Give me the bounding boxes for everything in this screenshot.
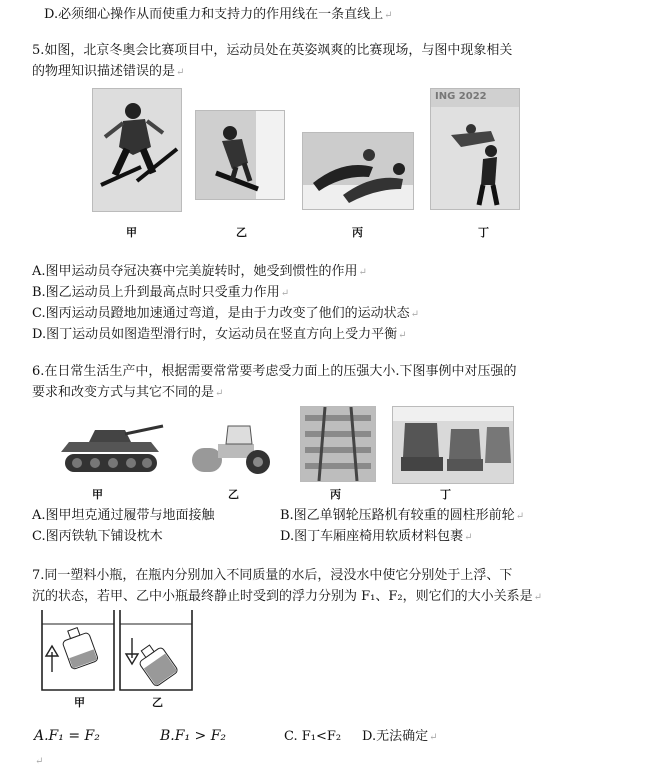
q7-caption-jia: 甲 [74,696,85,709]
photo-bing-speed-skaters [302,132,414,210]
q6-caption-bing: 丙 [330,488,341,501]
q6-option-c: C.图丙铁轨下铺设枕木 [32,529,163,544]
photo-ding-pair-skaters [430,88,520,210]
q6-option-a: A.图甲坦克通过履带与地面接触 [32,508,215,523]
photo-ding-train-seats [392,406,514,484]
q7-option-a: A.F₁ = F₂ [34,728,100,744]
q5-caption-ding: 丁 [478,226,489,239]
q7-option-b: B.F₁ > F₂ [160,728,227,744]
q5-caption-jia: 甲 [126,226,137,239]
q5-option-b: B.图乙运动员上升到最高点时只受重力作用↵ [32,285,290,300]
q5-caption-bing: 丙 [352,226,363,239]
q6-caption-jia: 甲 [92,488,103,501]
photo-jia-aerial-skier [92,88,182,212]
q7-stem-line1: 7.同一塑料小瓶，在瓶内分别加入不同质量的水后，浸没水中使它分别处于上浮、下 [32,568,513,583]
q6-caption-ding: 丁 [440,488,451,501]
q4-option-d: D.必须细心操作从而使重力和支持力的作用线在一条直线上↵ [44,7,393,22]
photo-yi-road-roller [188,418,276,476]
q7-caption-yi: 乙 [152,696,163,709]
q6-option-d: D.图丁车厢座椅用软质材料包裹↵ [280,529,473,544]
photo-bing-railway-sleepers [300,406,376,482]
q6-caption-yi: 乙 [228,488,239,501]
q7-option-c: C. F₁<F₂ [284,729,342,744]
q5-option-c: C.图丙运动员蹬地加速通过弯道，是由于力改变了他们的运动状态↵ [32,306,420,321]
q5-stem-line1: 5.如图，北京冬奥会比赛项目中，运动员处在英姿飒爽的比赛现场，与图中现象相关 [32,43,513,58]
q6-option-b: B.图乙单钢轮压路机有较重的圆柱形前轮↵ [280,508,525,523]
photo-ding-banner-text: ING 2022 [435,91,487,102]
q6-stem-line1: 6.在日常生活生产中，根据需要常常要考虑受力面上的压强大小.下图事例中对压强的 [32,364,517,379]
q7-option-d: D.无法确定↵ [362,729,438,744]
q5-option-d: D.图丁运动员如图造型滑行时，女运动员在竖直方向上受力平衡↵ [32,327,407,342]
trailing-paragraph-mark: ↵ [35,756,44,767]
q5-caption-yi: 乙 [236,226,247,239]
q5-stem-line2: 的物理知识描述错误的是↵ [32,64,185,79]
q6-stem-line2: 要求和改变方式与其它不同的是↵ [32,385,224,400]
photo-jia-tank [55,418,165,480]
q7-stem-line2: 沉的状态，若甲、乙中小瓶最终静止时受到的浮力分别为 F₁、F₂，则它们的大小关系是↵ [32,589,542,604]
q7-beakers-diagram [36,606,196,698]
photo-yi-snowboarder [195,110,285,200]
q5-option-a: A.图甲运动员夺冠决赛中完美旋转时，她受到惯性的作用↵ [32,264,367,279]
